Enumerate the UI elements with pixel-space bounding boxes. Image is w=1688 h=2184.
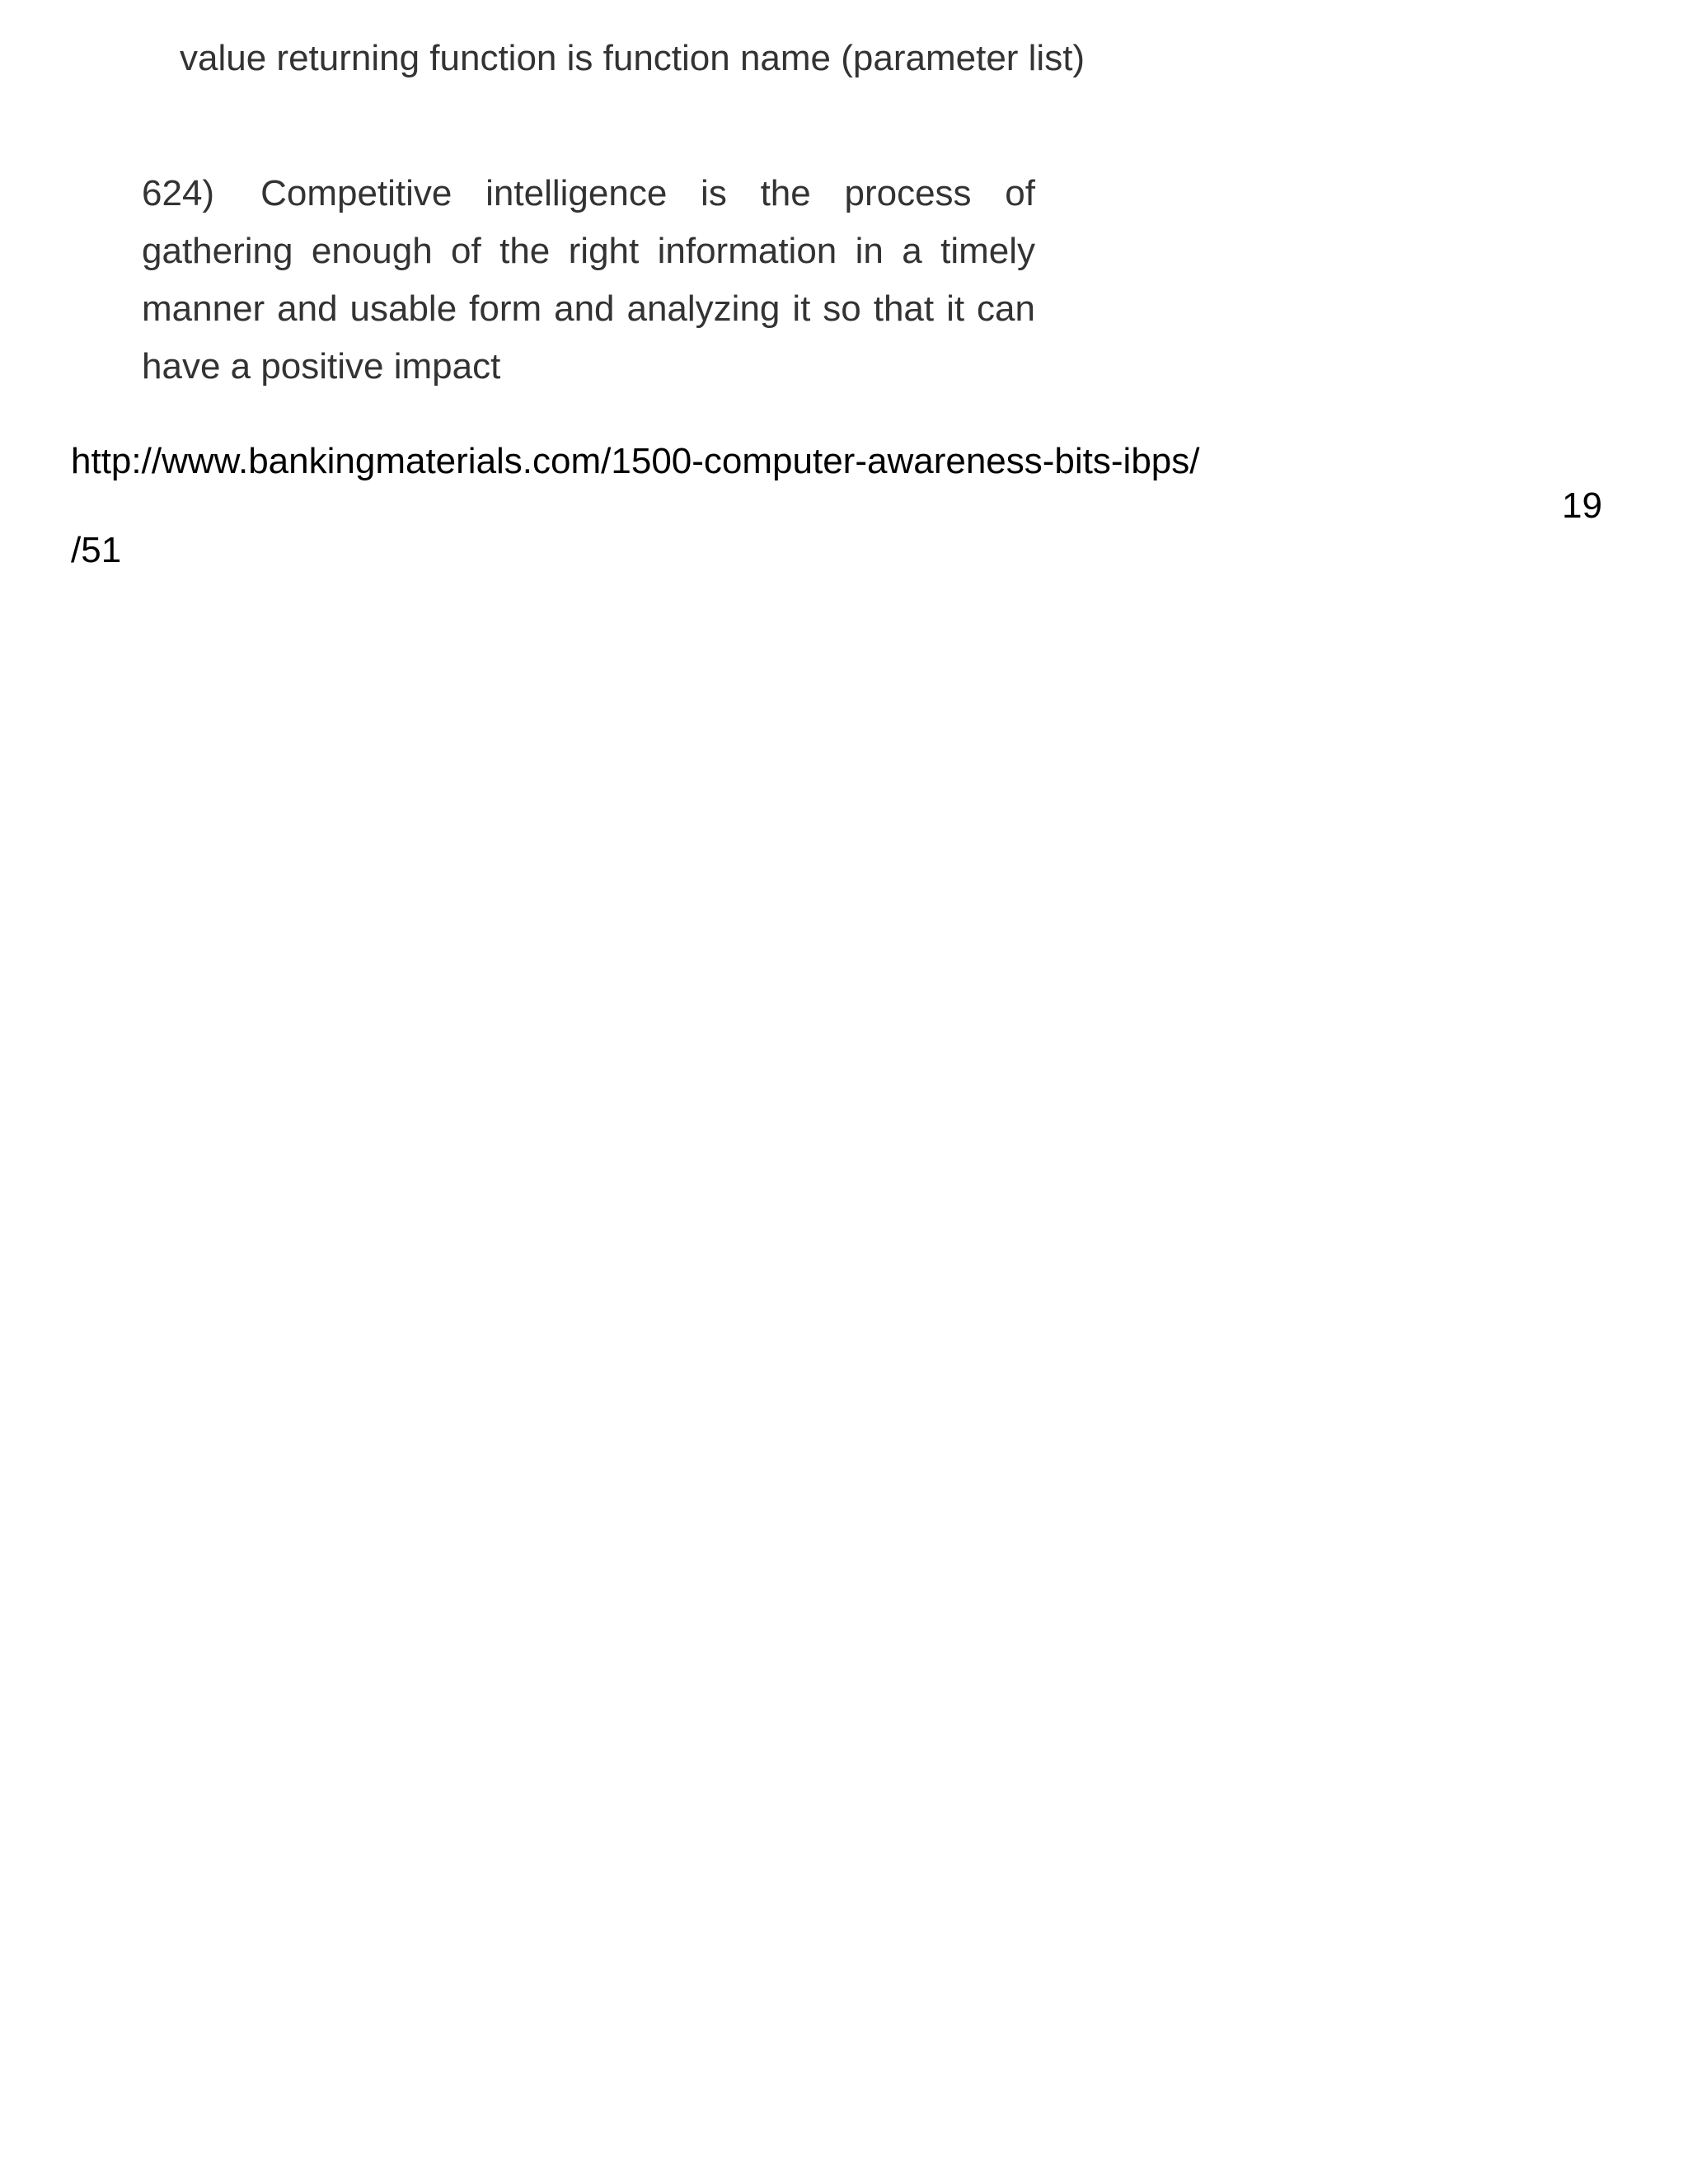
footer-url: http://www.bankingmaterials.com/1500-computer-awareness-bits-ibps/: [71, 441, 1200, 481]
question-text: Competitive intelligence is the process of gathering enough of the right information in a timely manner and usable form and analyzing it so that it can have a positive impact: [142, 173, 1035, 387]
question-number: 624): [142, 173, 215, 213]
page-total: /51: [71, 530, 122, 570]
previous-answer-text: value returning function is function name (parameter list): [180, 38, 1085, 78]
page-number: 19: [1562, 485, 1602, 526]
question-624: [142, 165, 1035, 396]
